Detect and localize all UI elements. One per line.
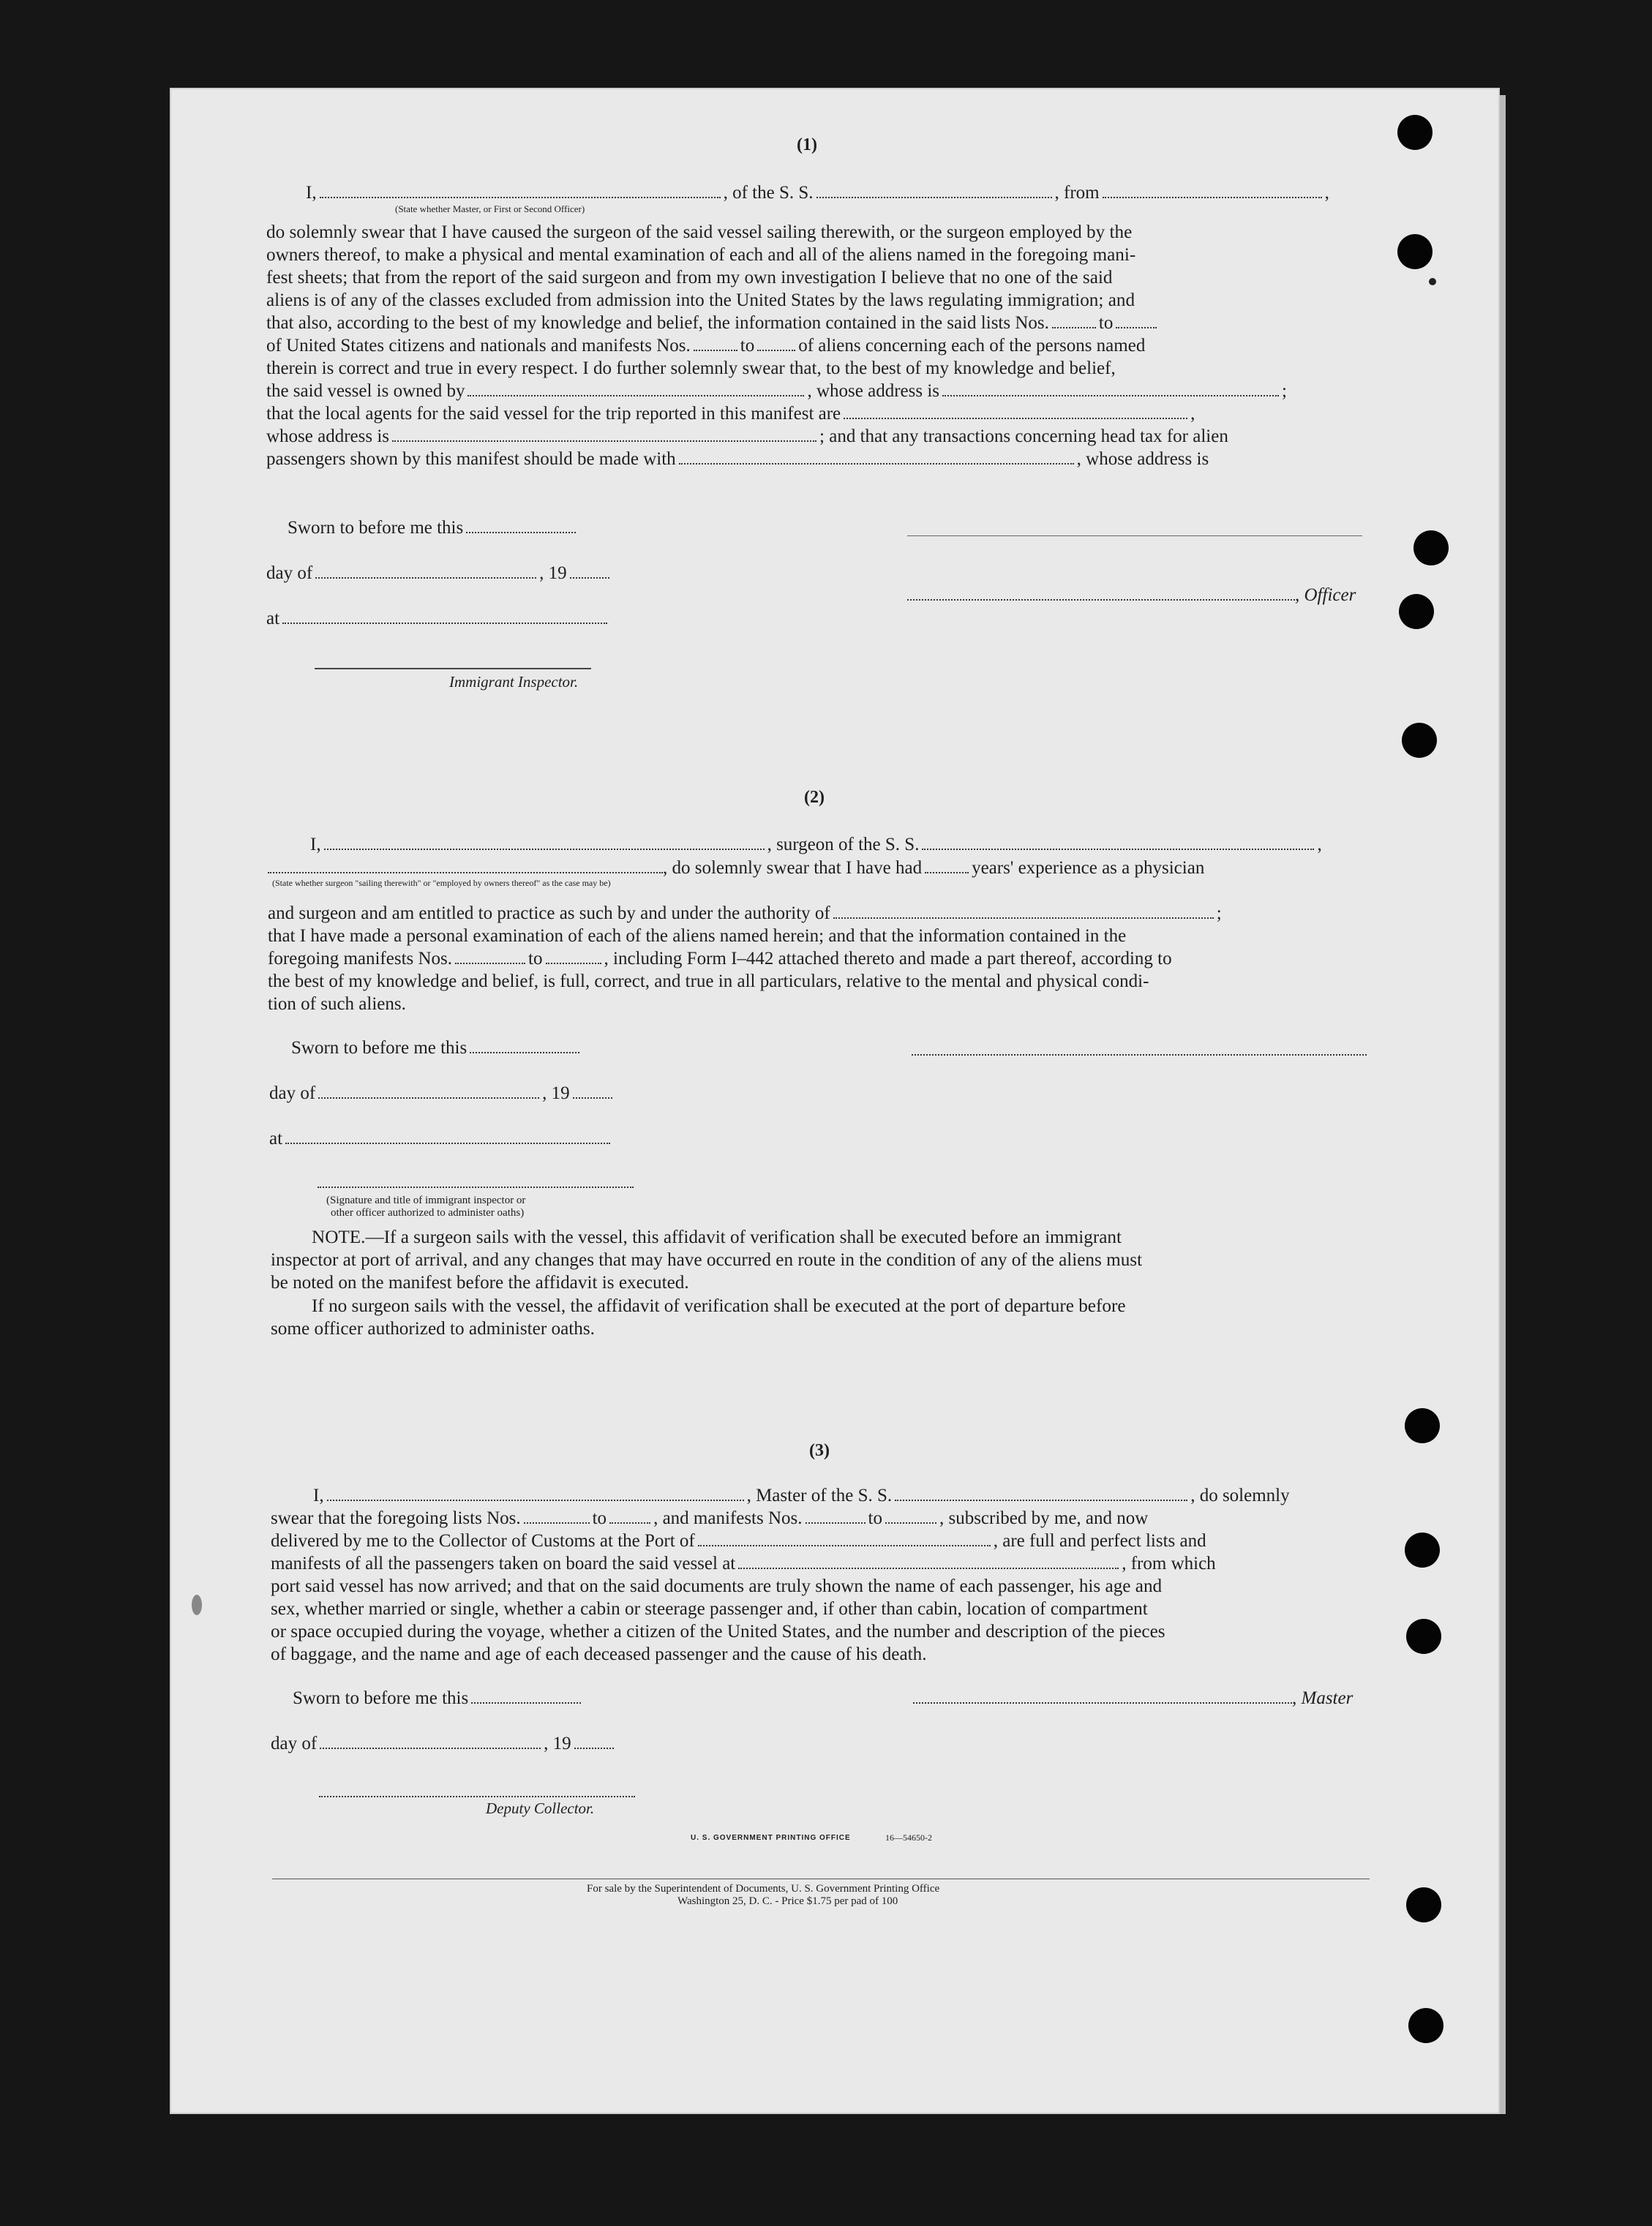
punch-hole: [1405, 1408, 1440, 1443]
punch-hole: [1408, 2008, 1443, 2043]
section-1-body: do solemnly swear that I have caused the surgeon of the said vessel sailing therewith, or the surgeon employed by the owners thereof, to make a physical and mental examination of each and all of the aliens named in the foregoing mani- fest sheets; that from the report of the said surgeon and from my own investigation I believe that no one of the said aliens is of any of the classes excluded from admission into the United States by the laws regulating immigration; and: [266, 222, 1136, 310]
section-2-manifests-line: foregoing manifests Nos. to , including Form I–442 attached thereto and made a part thereof, according to: [268, 949, 1172, 969]
bleed-through-top: [219, 110, 1317, 227]
section-2-note-2: If no surgeon sails with the vessel, the affidavit of verification shall be executed at the port of departure before some officer authorized to administer oaths.: [271, 1296, 1126, 1339]
section-1-whose-line: whose address is ; and that any transactions concerning head tax for alien: [266, 426, 1228, 446]
section-1-agents-line: that the local agents for the said vessel for the trip reported in this manifest are ,: [266, 404, 1195, 424]
ink-smudge: [1429, 278, 1436, 285]
section-1-officer-signature-top-line: [907, 535, 1362, 536]
punch-hole: [1413, 530, 1449, 565]
section-1-correct-line: therein is correct and true in every respect. I do further solemnly swear that, to the best of my knowledge and belief,: [266, 358, 1116, 378]
section-2-authority-line: and surgeon and am entitled to practice as such by and under the authority of ;: [268, 903, 1222, 923]
section-2-line-1: I, , surgeon of the S. S. ,: [310, 835, 1322, 854]
section-2-title-note: (State whether surgeon "sailing therewith" or "employed by owners thereof" as the case may be): [272, 878, 611, 888]
section-1-owned-line: the said vessel is owned by , whose address is ;: [266, 381, 1287, 401]
section-1-number: (1): [797, 135, 817, 154]
punch-hole: [1406, 1887, 1441, 1922]
section-3-deputy-signature-line: [319, 1796, 635, 1797]
section-3-lists-line: swear that the foregoing lists Nos. to , and manifests Nos. to , subscribed by me, and now: [271, 1508, 1149, 1528]
section-1-manifests-line: of United States citizens and nationals and manifests Nos. to of aliens concerning each of the persons named: [266, 336, 1146, 356]
section-1-inspector-signature-line: [315, 668, 591, 669]
section-2-signature-note-2: other officer authorized to administer oaths): [331, 1207, 525, 1219]
section-1-title-note: (State whether Master, or First or Second Officer): [395, 203, 585, 214]
punch-hole: [1405, 1533, 1440, 1568]
section-1-lists-line: that also, according to the best of my knowledge and belief, the information contained in the said lists Nos. to: [266, 312, 1160, 334]
ink-smudge: [192, 1595, 202, 1615]
section-2-note: NOTE.—If a surgeon sails with the vessel, this affidavit of verification shall be executed before an immigrant inspector at port of arrival, and any changes that may have occurred en route in the condition of any of the aliens must be noted on the manifest before the affidavit is executed.: [271, 1227, 1143, 1293]
section-2-surgeon-signature-line: [912, 1054, 1367, 1056]
punch-hole: [1402, 723, 1437, 758]
section-1-officer-line: , Officer: [907, 585, 1356, 606]
punch-hole: [1397, 234, 1433, 269]
punch-hole: [1397, 115, 1433, 150]
section-3-line-1: I, , Master of the S. S. , do solemnly: [313, 1486, 1290, 1505]
section-2-sworn: Sworn to before me this: [291, 1038, 582, 1059]
section-3-master-line: , Master: [913, 1688, 1353, 1709]
page-edge: [1500, 95, 1506, 2114]
section-2-aliens-line: tion of such aliens.: [268, 994, 406, 1014]
punch-hole: [1399, 594, 1434, 629]
section-2-signature-note-1: (Signature and title of immigrant inspector or: [326, 1195, 526, 1206]
section-1-inspector-title: Immigrant Inspector.: [449, 673, 579, 691]
section-3-deputy-title: Deputy Collector.: [486, 1800, 595, 1817]
section-1-line-1: I, , of the S. S. , from ,: [306, 183, 1329, 203]
section-2-line-2: , do solemnly swear that I have had years' experience as a physician: [268, 857, 1204, 879]
section-3-manifests-line: manifests of all the passengers taken on board the said vessel at , from which: [271, 1554, 1216, 1573]
section-2-inspector-signature-line: [318, 1187, 634, 1188]
section-2-examination-line: that I have made a personal examination of each of the aliens named herein; and that the information contained in the: [268, 926, 1127, 946]
section-2-number: (2): [804, 788, 825, 807]
footer-sale-line-1: For sale by the Superintendent of Documents, U. S. Government Printing Office: [587, 1883, 940, 1895]
section-3-sworn: Sworn to before me this: [293, 1688, 584, 1709]
section-3-day-of: day of , 19: [271, 1734, 617, 1754]
punch-hole: [1406, 1619, 1441, 1654]
section-1-sworn: Sworn to before me this: [288, 518, 579, 538]
form-code: 16—54650-2: [885, 1832, 932, 1843]
section-1-day-of: day of , 19: [266, 563, 612, 584]
section-2-at: at: [269, 1129, 613, 1149]
section-3-collector-line: delivered by me to the Collector of Customs at the Port of , are full and perfect lists and: [271, 1531, 1206, 1551]
section-1-passengers-line: passengers shown by this manifest should be made with , whose address is: [266, 449, 1209, 469]
section-3-body: port said vessel has now arrived; and that on the said documents are truly shown the name of each passenger, his age and sex, whether married or single, whether a cabin or steerage passenger and, if other than cabin, location of compartment or space occupied during the voyage, whether a citizen of the United States, and the number and description of the pieces of baggage, and the name and age of each deceased passenger and the cause of his death.: [271, 1576, 1165, 1664]
footer-sale-line-2: Washington 25, D. C. - Price $1.75 per pad of 100: [677, 1895, 898, 1907]
gpo-imprint: U. S. GOVERNMENT PRINTING OFFICE: [691, 1834, 851, 1842]
section-1-at: at: [266, 609, 610, 629]
section-2-day-of: day of , 19: [269, 1083, 615, 1104]
section-2-belief-line: the best of my knowledge and belief, is full, correct, and true in all particulars, relative to the mental and physical condi-: [268, 971, 1149, 991]
section-3-number: (3): [809, 1441, 830, 1460]
